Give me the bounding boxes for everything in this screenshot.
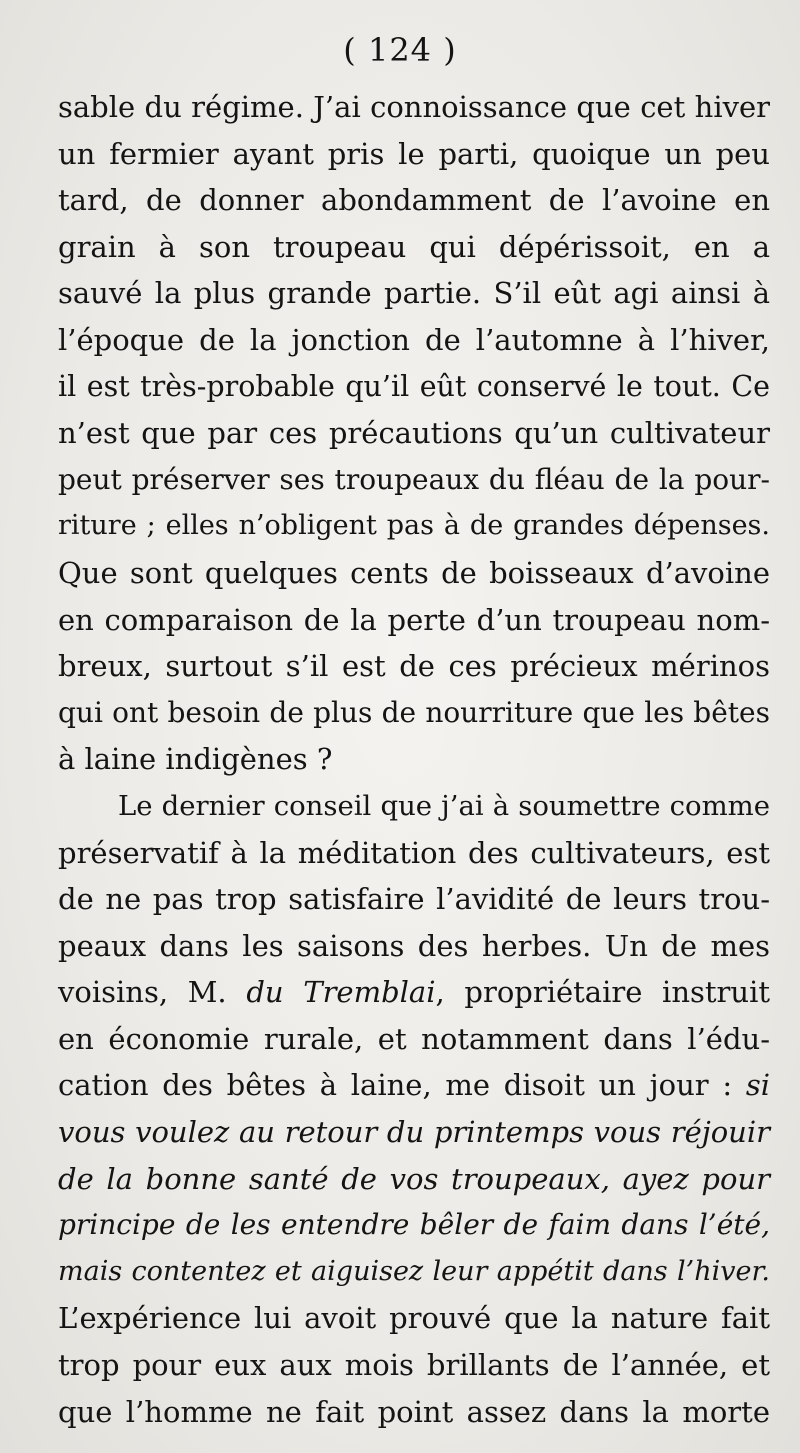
italic-text-line: mais contentez et aiguisez leur appétit dans l’hiver.: [58, 1255, 770, 1287]
text-line: de ne pas trop satisfaire l’avidité de leurs trou-: [58, 882, 770, 917]
text-line: l’époque de la jonction de l’automne à l’hiver,: [58, 322, 770, 357]
text-segment: voisins, M.: [58, 975, 247, 1010]
text-line: n’est que par ces précautions qu’un cultivateur: [58, 416, 770, 451]
italic-segment: si: [745, 1068, 770, 1103]
text-line: tard, de donner abondamment de l’avoine en: [58, 183, 770, 218]
text-line: breux, surtout s’il est de ces précieux mérinos: [58, 649, 770, 684]
text-line: sauvé la plus grande partie. S’il eût agi ainsi à: [58, 276, 770, 311]
text-line: peut préserver ses troupeaux du fléau de la pour-: [58, 462, 770, 496]
text-line: [58, 1062, 770, 1109]
italic-name: du Tremblai: [246, 975, 436, 1010]
text-line: trop pour eux aux mois brillants de l’année, et: [58, 1348, 770, 1383]
text-line: un fermier ayant pris le parti, quoique un peu: [58, 136, 770, 171]
italic-text-line: principe de les entendre bêler de faim dans l’été,: [58, 1208, 770, 1242]
text-segment: cation des bêtes à laine, me disoit un jour :: [58, 1068, 746, 1103]
body-text: [58, 84, 770, 1435]
text-line: [58, 969, 770, 1016]
italic-text-line: de la bonne santé de vos troupeaux, ayez pour: [58, 1161, 770, 1196]
text-line: Que sont quelques cents de boisseaux d’avoine: [58, 555, 770, 590]
text-line: Le dernier conseil que j’ai à soumettre comme: [118, 789, 770, 822]
text-line: L’expérience lui avoit prouvé que la nature fait: [58, 1301, 770, 1336]
text-line: à laine indigènes ?: [58, 742, 333, 777]
text-line: en comparaison de la perte d’un troupeau nom-: [58, 602, 770, 637]
page-number: ( 124 ): [343, 31, 457, 69]
text-line: préservatif à la méditation des cultivateurs, est: [58, 835, 770, 870]
text-line: qui ont besoin de plus de nourriture que les bêtes: [58, 695, 770, 729]
text-line: grain à son troupeau qui dépérissoit, en a: [58, 229, 770, 264]
text-line: peaux dans les saisons des herbes. Un de mes: [58, 928, 770, 963]
text-line: riture ; elles n’obligent pas à de grandes dépenses.: [58, 510, 770, 542]
text-line: il est très-probable qu’il eût conservé le tout. Ce: [58, 369, 770, 403]
text-line: que l’homme ne fait point assez dans la morte: [58, 1394, 770, 1429]
italic-text-line: vous voulez au retour du printemps vous réjouir: [58, 1115, 770, 1150]
text-segment: , propriétaire instruit: [435, 975, 771, 1010]
text-line: en économie rurale, et notamment dans l’édu-: [58, 1021, 770, 1056]
text-line: sable du régime. J’ai connoissance que cet hiver: [58, 90, 770, 124]
